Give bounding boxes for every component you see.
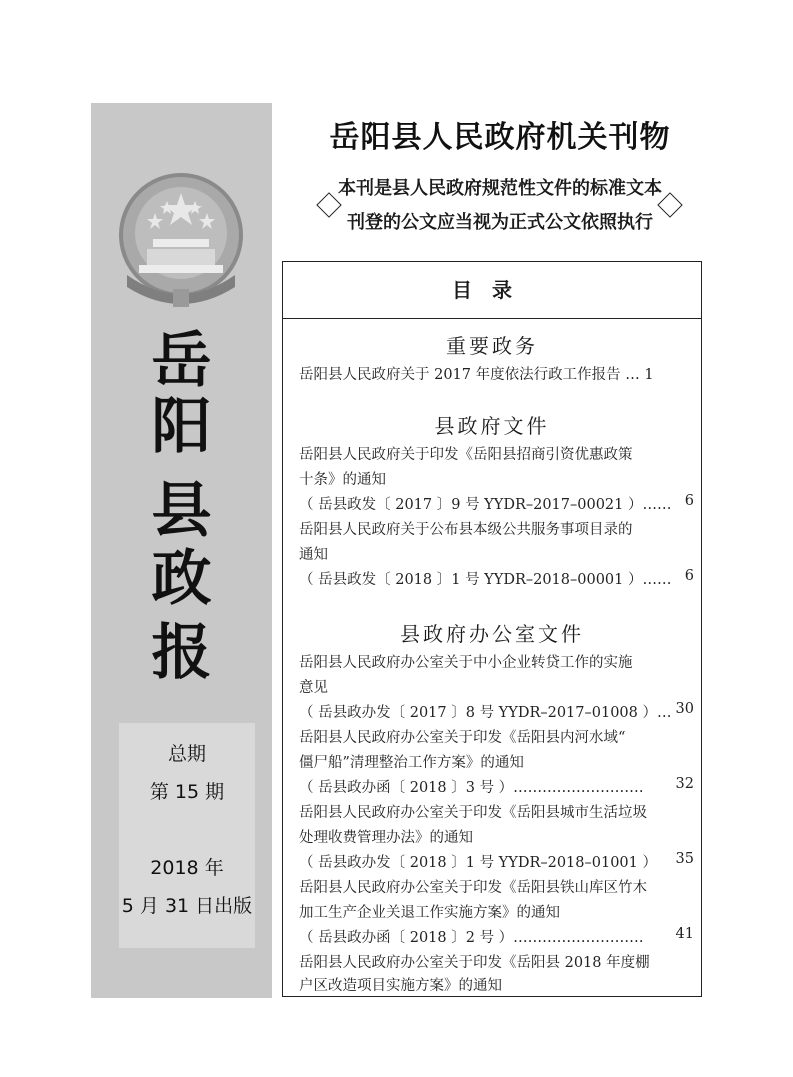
toc-line[interactable]: （ 岳县政办函〔 2018 〕2 号 ）……………………… 41 <box>299 926 694 946</box>
section-title-important: 重要政务 <box>446 334 538 358</box>
toc-heading: 目录 <box>283 262 701 319</box>
toc-line[interactable]: 僵尸船”清理整治工作方案》的通知 <box>299 755 524 771</box>
toc-line[interactable]: 加工生产企业关退工作实施方案》的通知 <box>299 905 560 921</box>
title-char-1: 岳 <box>151 326 212 396</box>
page-number: 35 <box>675 851 694 867</box>
toc-line[interactable]: 岳阳县人民政府办公室关于印发《岳阳县内河水域“ <box>299 730 626 746</box>
page-number: 32 <box>675 776 694 792</box>
sidebar <box>91 103 272 998</box>
title-char-4: 政 <box>151 544 212 614</box>
issue-year: 2018 年 <box>150 857 224 879</box>
toc-line[interactable]: （ 岳县政发〔 2018 〕1 号 YYDR–2018–00001 ）…… 6 <box>299 568 694 588</box>
toc-line[interactable]: （ 岳县政办发〔 2018 〕1 号 YYDR–2018–01001 ） 35 <box>299 851 694 871</box>
toc-line[interactable]: 处理收费管理办法》的通知 <box>299 830 473 846</box>
toc-line[interactable]: （ 岳县政办发〔 2017 〕8 号 YYDR–2017–01008 ）… 30 <box>299 701 694 721</box>
toc-line[interactable]: （ 岳县政办函〔 2018 〕3 号 ）……………………… 32 <box>299 776 694 796</box>
toc-line[interactable]: 十条》的通知 <box>299 472 386 488</box>
motto-line-2: 刊登的公文应当视为正式公文依照执行 <box>347 212 653 233</box>
issue-info <box>119 723 255 948</box>
page-number: 6 <box>684 493 694 509</box>
title-char-3: 县 <box>151 476 212 546</box>
toc-line[interactable]: （ 岳县政发〔 2017 〕9 号 YYDR–2017–00021 ）…… 6 <box>299 493 694 513</box>
toc-line[interactable]: 户区改造项目实施方案》的通知 <box>299 978 502 994</box>
toc-line[interactable]: 岳阳县人民政府办公室关于印发《岳阳县城市生活垃圾 <box>299 805 647 821</box>
issue-date: 5 月 31 日出版 <box>121 895 253 917</box>
issue-label: 总期 <box>167 743 206 765</box>
page-number: 30 <box>675 701 694 717</box>
toc-line[interactable]: 岳阳县人民政府办公室关于印发《岳阳县铁山库区竹木 <box>299 880 647 896</box>
publication-title: 岳阳县人民政府机关刊物 <box>329 120 671 155</box>
toc-line[interactable]: 岳阳县人民政府关于公布县本级公共服务事项目录的 <box>299 522 633 538</box>
title-char-2: 阳 <box>151 392 212 462</box>
page-number: 6 <box>684 568 694 584</box>
table-of-contents <box>282 261 702 997</box>
national-emblem-icon <box>109 163 254 313</box>
toc-line[interactable]: 岳阳县人民政府办公室关于中小企业转贷工作的实施 <box>299 655 633 671</box>
section-title-office-docs: 县政府办公室文件 <box>400 622 584 646</box>
toc-line[interactable]: 意见 <box>299 680 328 696</box>
toc-line[interactable]: 岳阳县人民政府关于 2017 年度依法行政工作报告 … 1 <box>299 367 654 383</box>
title-char-5: 报 <box>151 618 212 688</box>
toc-line[interactable]: 通知 <box>299 547 328 563</box>
section-title-county-docs: 县政府文件 <box>434 414 550 438</box>
issue-number: 第 15 期 <box>149 781 225 803</box>
page-number: 41 <box>675 926 694 942</box>
toc-line[interactable]: 岳阳县人民政府办公室关于印发《岳阳县 2018 年度棚 <box>299 955 650 971</box>
motto-line-1: 本刊是县人民政府规范性文件的标准文本 <box>338 178 662 199</box>
toc-line[interactable]: 岳阳县人民政府关于印发《岳阳县招商引资优惠政策 <box>299 447 633 463</box>
